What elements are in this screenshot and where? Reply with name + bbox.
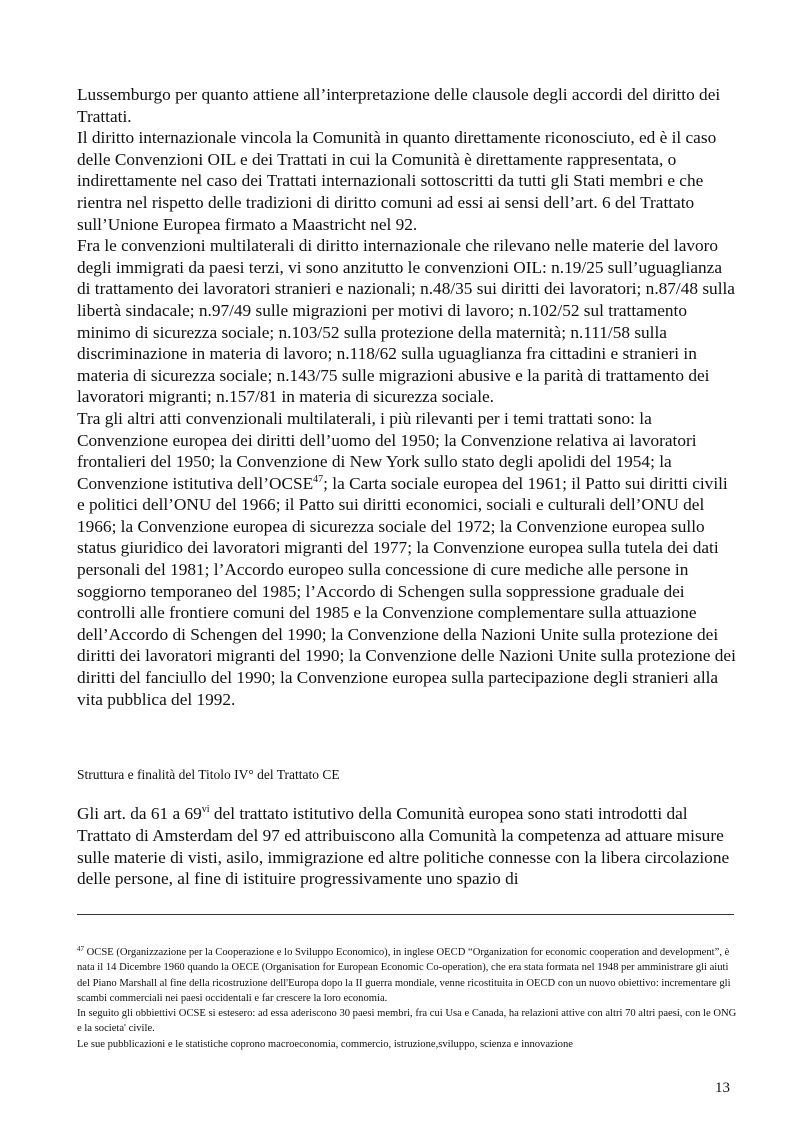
footnote-text: Le sue pubblicazioni e le statistiche coprono macroeconomia, commercio, istruzione,sviluppo, scienza e innovazione bbox=[77, 1038, 573, 1050]
paragraph: Lussemburgo per quanto attiene all’interpretazione delle clausole degli accordi del diritto dei Trattati. bbox=[77, 85, 721, 126]
section-heading: Struttura e finalità del Titolo IV° del Trattato CE bbox=[77, 767, 340, 782]
footnote-text: OCSE (Organizzazione per la Cooperazione e lo Sviluppo Economico), in inglese OECD “Organization for economic cooperation and development”, è nata il 14 Dicembre 1960 quando la OECE (Organisation for European Economic Co-operation), che era stata formata nel 1948 per amministrare gli aiuti del Piano Marshall al fine della ricostruzione dell'Europa dopo la II guerra mondiale, venne ricostituita in OECD con un nuovo obiettivo: incrementare gli scambi commerciali nei paesi occidentali e far crescere la loro economia. bbox=[77, 947, 731, 1004]
paragraph-text: ; la Carta sociale europea del 1961; il Patto sui diritti civili e politici dell’ONU del 1966; il Patto sui diritti economici, sociali e culturali dell’ONU del 1966; la Convenzione europea di sicurezza sociale del 1972; la Convenzione europea sullo status giuridico dei lavoratori migranti del 1977; la Convenzione europea sulla tutela dei dati personali del 1981; l’Accordo europeo sulla concessione di cure mediche alle persone in soggiorno temporaneo del 1985; l’Accordo di Schengen sulla soppressione graduale dei controlli alle frontiere comuni del 1985 e la Convenzione complementare sulla attuazione dell’Accordo di Schengen del 1990; la Convenzione della Nazioni Unite sulla protezione dei diritti dei lavoratori migranti del 1990; la Convenzione delle Nazioni Unite sulla protezione dei diritti del fanciullo del 1990; la Convenzione europea sulla partecipazione degli stranieri alla vita pubblica del 1992. bbox=[77, 473, 736, 709]
footnote-divider bbox=[77, 914, 734, 915]
body-text bbox=[77, 84, 737, 710]
endnote-reference[interactable]: vi bbox=[201, 804, 210, 815]
paragraph-text: Tra gli altri atti convenzionali multilaterali, i più rilevanti per i temi trattati sono: la Convenzione europea dei diritti dell’uomo del 1950; la Convenzione relativa ai lavoratori frontalieri del 1950; la Convenzione di New York sullo stato degli apolidi del 1954; la Convenzione istitutiva dell’OCSE bbox=[77, 408, 697, 493]
paragraph: Il diritto internazionale vincola la Comunità in quanto direttamente riconosciuto, ed è il caso delle Convenzioni OIL e dei Trattati in cui la Comunità è direttamente rappresentata, o indirettamente nel caso dei Trattati internazionali sottoscritti da tutti gli Stati membri e che rientra nel rispetto delle tradizioni di diritto comuni ad essi ai sensi dell’art. 6 del Trattato sull’Unione Europea firmato a Maastricht nel 92. bbox=[77, 128, 717, 234]
page-number: 13 bbox=[715, 1080, 730, 1096]
footnote bbox=[77, 945, 739, 1052]
paragraph: Fra le convenzioni multilaterali di diritto internazionale che rilevano nelle materie del lavoro degli immigrati da paesi terzi, vi sono anzitutto le convenzioni OIL: n.19/25 sull’uguaglianza di trattamento dei lavoratori stranieri e nazionali; n.48/35 sui diritti dei lavoratori; n.87/48 sulla libertà sindacale; n.97/49 sulle migrazioni per motivi di lavoro; n.102/52 sul trattamento minimo di sicurezza sociale; n.103/52 sulla protezione della maternità; n.111/58 sulla discriminazione in materia di lavoro; n.118/62 sulla uguaglianza fra cittadini e stranieri in materia di sicurezza sociale; n.143/75 sulle migrazioni abusive e la parità di trattamento dei lavoratori migranti; n.157/81 in materia di sicurezza sociale. bbox=[77, 236, 735, 407]
paragraph bbox=[77, 408, 737, 710]
section-paragraph bbox=[77, 803, 739, 890]
footnote-text: In seguito gli obbiettivi OCSE si estesero: ad essa aderiscono 30 paesi membri, fra cui Usa e Canada, ha relazioni attive con altri 70 altri paesi, con le ONG e la societa' civile. bbox=[77, 1008, 737, 1035]
footnote-number: 47 bbox=[77, 945, 84, 953]
footnote-reference[interactable]: 47 bbox=[313, 473, 324, 485]
paragraph-text: del trattato istitutivo della Comunità europea sono stati introdotti dal Trattato di Amsterdam del 97 ed attribuiscono alla Comunità la competenza ad attuare misure sulle materie di visti, asilo, immigrazione ed altre politiche connesse con la libera circolazione delle persone, al fine di istituire progressivamente uno spazio di bbox=[77, 804, 730, 889]
paragraph-text: Gli art. da 61 a 69 bbox=[77, 804, 202, 823]
